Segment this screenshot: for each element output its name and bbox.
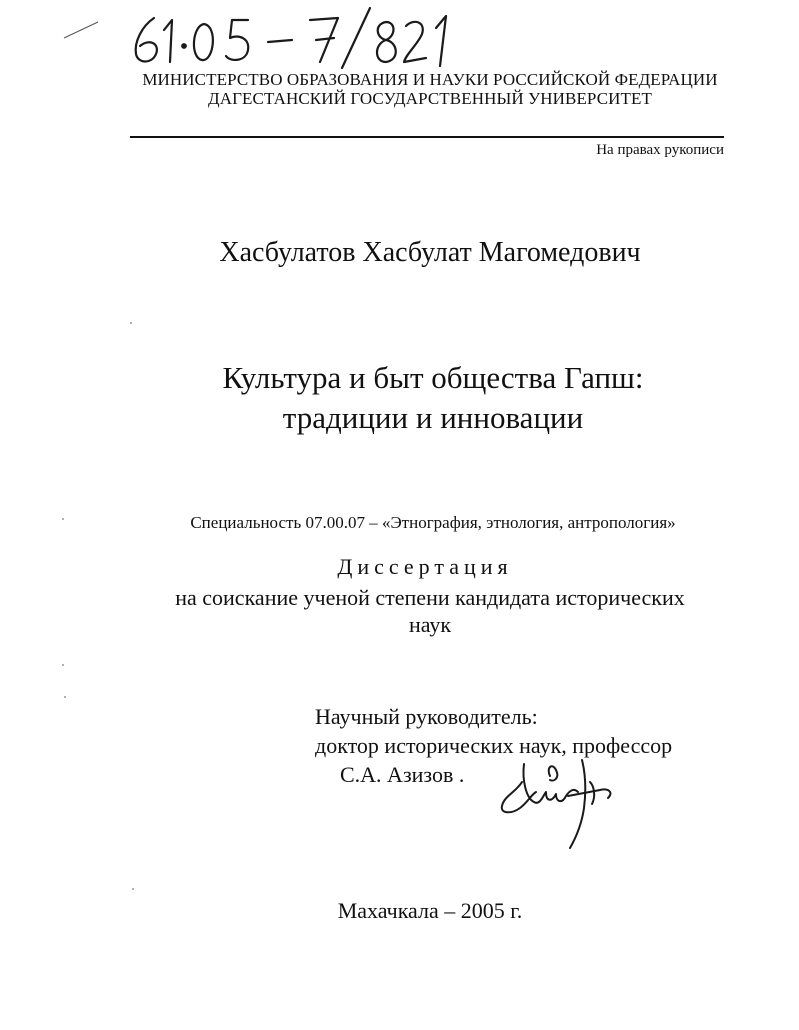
scan-speck — [130, 322, 132, 324]
degree-description — [130, 584, 730, 638]
degree-line-2: наук — [408, 612, 452, 637]
header-divider — [130, 136, 724, 138]
ministry-name: МИНИСТЕРСТВО ОБРАЗОВАНИЯ И НАУКИ РОССИЙСКОЙ ФЕДЕРАЦИИ — [142, 70, 718, 89]
university-name: ДАГЕСТАНСКИЙ ГОСУДАРСТВЕННЫЙ УНИВЕРСИТЕТ — [208, 89, 652, 108]
title-line-2: традиции и инновации — [282, 400, 584, 435]
supervisor-label: Научный руководитель: — [315, 704, 538, 729]
dissertation-title — [0, 358, 799, 438]
scan-speck — [132, 888, 134, 890]
scan-speck — [62, 664, 64, 666]
stray-pen-mark — [62, 18, 102, 40]
specialty: Специальность 07.00.07 – «Этнография, этнология, антропология» — [190, 513, 676, 532]
handwritten-archive-code — [120, 2, 450, 74]
scan-speck — [62, 518, 64, 520]
city-and-year: Махачкала – 2005 г. — [337, 898, 523, 923]
degree-line-1: на соискание ученой степени кандидата исторических — [175, 585, 685, 610]
dissertation-heading: Диссертация — [337, 554, 513, 579]
signature — [490, 752, 630, 852]
supervisor-degree: доктор исторических наук, профессор — [315, 733, 673, 758]
scan-speck — [64, 696, 66, 698]
author-name: Хасбулатов Хасбулат Магомедович — [219, 237, 641, 268]
manuscript-rights-note: На правах рукописи — [596, 142, 724, 158]
ministry-header — [100, 70, 760, 108]
title-line-1: Культура и быт общества Гапш: — [222, 360, 644, 395]
supervisor-name: С.А. Азизов . — [340, 762, 465, 787]
